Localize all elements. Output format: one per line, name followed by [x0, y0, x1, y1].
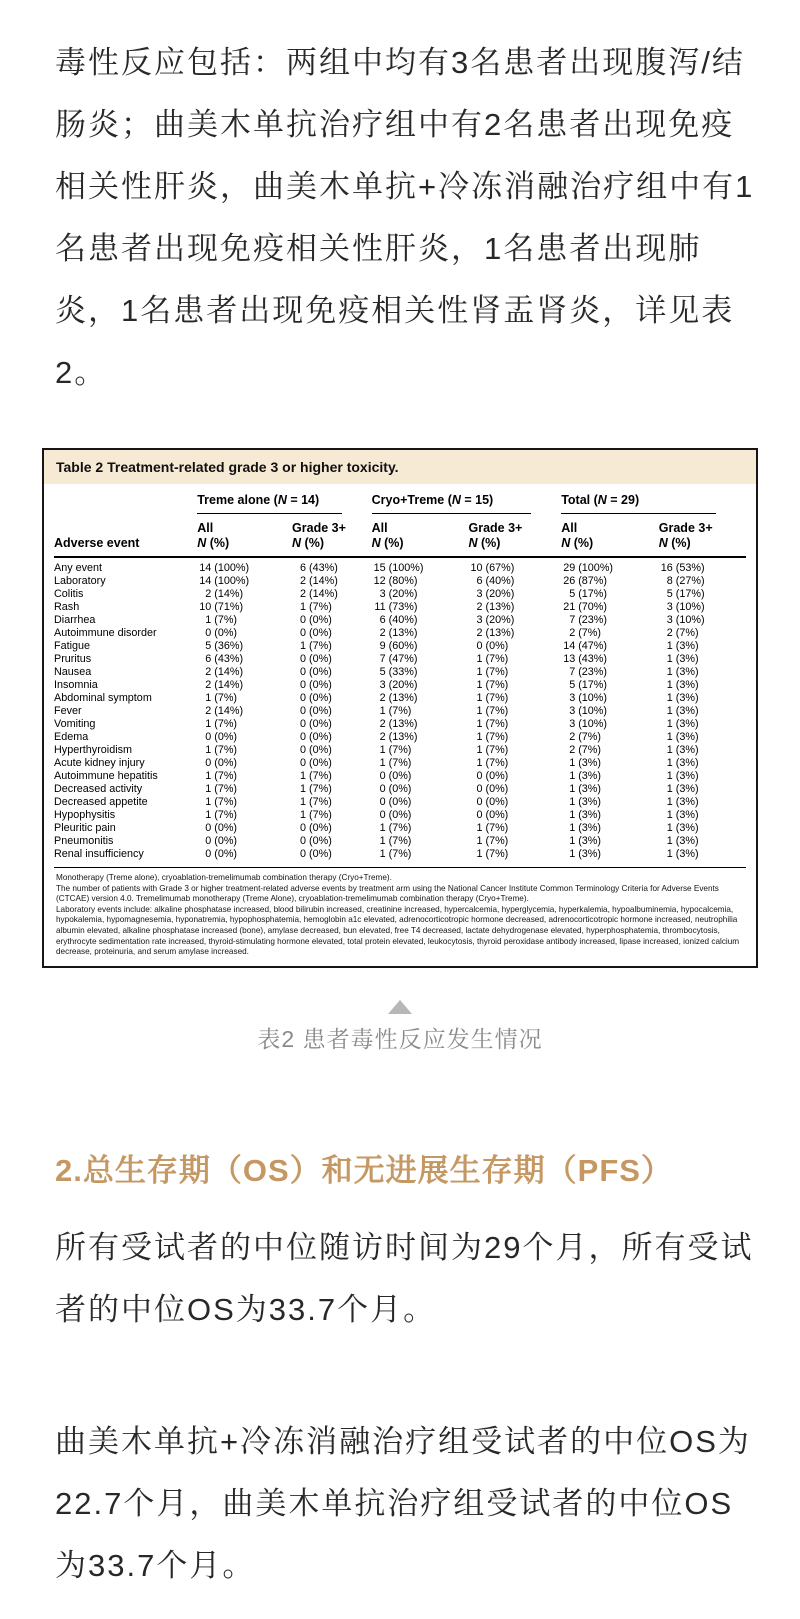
- value-cell: 0 (0%): [379, 770, 412, 782]
- value-cell: 0 (0%): [205, 848, 238, 860]
- value-cell: 5 (17%): [569, 588, 608, 600]
- table-row: [54, 557, 746, 575]
- table-row: [54, 679, 746, 692]
- adverse-event-cell: Decreased activity: [54, 783, 143, 795]
- value-cell: 0 (0%): [476, 809, 509, 821]
- adverse-event-cell: Decreased appetite: [54, 796, 148, 808]
- value-cell: 0 (0%): [300, 757, 332, 769]
- value-cell: 0 (0%): [300, 679, 332, 691]
- table-row: [54, 796, 746, 809]
- value-cell: 1 (3%): [666, 757, 699, 769]
- paragraph-os-by-group: 曲美木单抗+冷冻消融治疗组受试者的中位OS为22.7个月，曲美木单抗治疗组受试者的中位OS为33.7个月。: [55, 1423, 751, 1583]
- footnote-text: Laboratory events include: alkaline phosphatase increased, blood bilirubin increased, creatinine increased, hypercalcemia, hyperglycemia, hyperkalemia, hypoalbuminemia, hypocalcemia, hypokalemia, hypomagnesemia, hyponatremia, hypophosphatemia, hemoglobin a1c elevated, adrenocorticotropic hormone decreased, adrenocorticotropic hormone increased, neutrophilia albumin elevated, alkaline phosphatase increased (bone), amylase decreased, bun elevated, free T4 decreased, lactate dehydrogenase elevated, hyperphosphatemia, thrombocytosis, erythrocyte sedimentation rate increased, thyroid-stimulating hormone elevated, total protein elevated, leukocytosis, thyroid peroxidase antibody increased, lipase increased, ionized calcium decrease, proteinuria, and serum amylase increased.: [56, 904, 740, 957]
- table-subheader-row: [54, 514, 746, 535]
- value-cell: 3 (10%): [666, 601, 705, 613]
- value-cell: 2 (7%): [666, 627, 699, 639]
- value-cell: 1 (7%): [476, 835, 509, 847]
- adverse-event-cell: Rash: [54, 601, 80, 613]
- value-cell: 1 (7%): [476, 822, 509, 834]
- value-cell: 6 (40%): [379, 614, 418, 626]
- value-cell: 14 (100%): [199, 562, 250, 574]
- table-row: [54, 783, 746, 796]
- value-cell: 2 (13%): [476, 627, 515, 639]
- table-row: [54, 640, 746, 653]
- table-row: [54, 588, 746, 601]
- value-cell: 0 (0%): [205, 822, 238, 834]
- toxicity-table: [54, 484, 746, 867]
- table-row: [54, 744, 746, 757]
- group-header-spacer: [54, 484, 197, 514]
- value-cell: 1 (7%): [205, 614, 238, 626]
- table-row: [54, 835, 746, 848]
- value-cell: 1 (3%): [569, 796, 601, 808]
- section-heading-os-pfs: 2.总生存期（OS）和无进展生存期（PFS）: [55, 1152, 673, 1188]
- value-cell: 1 (7%): [476, 705, 509, 717]
- value-cell: 0 (0%): [300, 731, 332, 743]
- value-cell: 0 (0%): [205, 627, 238, 639]
- value-cell: 2 (13%): [379, 692, 418, 704]
- unit-header: N (%): [292, 535, 372, 557]
- value-cell: 3 (20%): [476, 588, 515, 600]
- value-cell: 1 (3%): [666, 718, 699, 730]
- table-row: [54, 757, 746, 770]
- value-cell: 7 (23%): [569, 666, 608, 678]
- value-cell: 1 (7%): [379, 744, 412, 756]
- table-row: [54, 653, 746, 666]
- value-cell: 21 (70%): [563, 601, 608, 613]
- value-cell: 5 (36%): [205, 640, 244, 652]
- value-cell: 0 (0%): [300, 627, 332, 639]
- value-cell: 1 (3%): [666, 835, 699, 847]
- table-row: [54, 692, 746, 705]
- subcolumn-header: Grade 3+: [468, 521, 523, 535]
- value-cell: 11 (73%): [374, 601, 418, 613]
- adverse-event-cell: Pneumonitis: [54, 835, 114, 847]
- adverse-event-cell: Hypophysitis: [54, 809, 116, 821]
- value-cell: 1 (3%): [666, 848, 699, 860]
- value-cell: 1 (3%): [569, 770, 601, 782]
- value-cell: 0 (0%): [205, 757, 238, 769]
- adverse-event-cell: Any event: [54, 562, 103, 574]
- column-header-adverse-event: Adverse event: [54, 535, 197, 557]
- table-row: [54, 848, 746, 867]
- value-cell: 2 (7%): [569, 731, 601, 743]
- value-cell: 1 (7%): [476, 731, 509, 743]
- value-cell: 1 (3%): [666, 679, 699, 691]
- adverse-event-cell: Pleuritic pain: [54, 822, 116, 834]
- value-cell: 2 (7%): [569, 744, 601, 756]
- unit-header: N (%): [197, 535, 292, 557]
- adverse-event-cell: Edema: [54, 731, 89, 743]
- value-cell: 1 (3%): [666, 640, 699, 652]
- table-body: [54, 557, 746, 867]
- value-cell: 10 (67%): [470, 562, 515, 574]
- value-cell: 0 (0%): [300, 705, 332, 717]
- value-cell: 3 (20%): [379, 679, 418, 691]
- value-cell: 1 (7%): [205, 783, 238, 795]
- adverse-event-cell: Renal insufficiency: [54, 848, 144, 860]
- value-cell: 1 (3%): [569, 848, 601, 860]
- subcolumn-header: All: [197, 521, 214, 535]
- value-cell: 1 (7%): [300, 783, 332, 795]
- value-cell: 2 (14%): [205, 588, 244, 600]
- value-cell: 1 (7%): [476, 718, 509, 730]
- table-row: [54, 666, 746, 679]
- unit-header: N (%): [468, 535, 561, 557]
- table-row: [54, 809, 746, 822]
- value-cell: 3 (10%): [569, 692, 608, 704]
- table-row: [54, 575, 746, 588]
- unit-header: N (%): [372, 535, 469, 557]
- value-cell: 0 (0%): [300, 718, 332, 730]
- value-cell: 2 (13%): [379, 627, 418, 639]
- value-cell: 0 (0%): [300, 653, 332, 665]
- table-row: [54, 614, 746, 627]
- adverse-event-cell: Insomnia: [54, 679, 98, 691]
- value-cell: 1 (3%): [569, 809, 601, 821]
- value-cell: 1 (3%): [666, 744, 699, 756]
- group-header: Cryo+Treme (N = 15): [372, 484, 562, 514]
- subcolumn-header: Grade 3+: [658, 521, 713, 535]
- value-cell: 6 (43%): [300, 562, 338, 574]
- value-cell: 2 (13%): [476, 601, 515, 613]
- adverse-event-cell: Fatigue: [54, 640, 91, 652]
- table-row: [54, 627, 746, 640]
- value-cell: 3 (10%): [569, 718, 608, 730]
- value-cell: 2 (13%): [379, 718, 418, 730]
- subcolumn-header: All: [371, 521, 388, 535]
- adverse-event-cell: Laboratory: [54, 575, 106, 587]
- value-cell: 1 (7%): [205, 770, 238, 782]
- table-row: [54, 822, 746, 835]
- value-cell: 12 (80%): [373, 575, 418, 587]
- value-cell: 1 (7%): [476, 757, 509, 769]
- value-cell: 5 (33%): [379, 666, 418, 678]
- value-cell: 6 (43%): [205, 653, 244, 665]
- table-row: [54, 705, 746, 718]
- table-group-header-row: [54, 484, 746, 514]
- value-cell: 1 (7%): [205, 744, 238, 756]
- subcolumn-header: All: [561, 521, 578, 535]
- table2-card: [42, 448, 758, 968]
- value-cell: 2 (14%): [300, 588, 338, 600]
- table-footnotes: [54, 867, 746, 966]
- adverse-event-cell: Autoimmune disorder: [54, 627, 157, 639]
- value-cell: 10 (71%): [199, 601, 244, 613]
- value-cell: 1 (7%): [379, 757, 412, 769]
- footnote-text: The number of patients with Grade 3 or higher treatment-related adverse events by treatment arm using the National Cancer Institute Common Terminology Criteria for Adverse Events (CTCAE) version 4.0. Tremelimumab monotherapy (Treme Alone), cryoablation-tremelimumab combination therapy (Cryo+Treme).: [56, 883, 719, 904]
- value-cell: 1 (7%): [379, 848, 412, 860]
- value-cell: 1 (7%): [476, 653, 509, 665]
- value-cell: 26 (87%): [563, 575, 608, 587]
- value-cell: 2 (7%): [569, 627, 601, 639]
- value-cell: 7 (23%): [569, 614, 608, 626]
- table2-title: Table 2 Treatment-related grade 3 or higher toxicity.: [44, 450, 756, 484]
- adverse-event-cell: Vomiting: [54, 718, 96, 730]
- value-cell: 0 (0%): [379, 809, 412, 821]
- value-cell: 0 (0%): [379, 783, 412, 795]
- subcolumn-header: Grade 3+: [292, 521, 346, 535]
- value-cell: 0 (0%): [205, 835, 238, 847]
- value-cell: 0 (0%): [476, 640, 509, 652]
- unit-header: N (%): [561, 535, 659, 557]
- value-cell: 5 (17%): [666, 588, 705, 600]
- table2-wrap: [44, 484, 756, 966]
- value-cell: 3 (20%): [476, 614, 515, 626]
- value-cell: 1 (3%): [666, 822, 699, 834]
- value-cell: 1 (3%): [666, 692, 699, 704]
- triangle-up-icon: [388, 1000, 412, 1014]
- adverse-event-cell: Fever: [54, 705, 82, 717]
- table-row: [54, 731, 746, 744]
- value-cell: 2 (14%): [205, 705, 244, 717]
- value-cell: 14 (100%): [199, 575, 250, 587]
- value-cell: 1 (7%): [205, 796, 238, 808]
- paragraph-toxicity-summary: 毒性反应包括：两组中均有3名患者出现腹泻/结肠炎；曲美木单抗治疗组中有2名患者出现免疫相关性肝炎，曲美木单抗+冷冻消融治疗组中有1名患者出现免疫相关性肝炎，1名患者出现肺炎，1名患者出现免疫相关性肾盂肾炎，详见表2。: [55, 45, 755, 390]
- value-cell: 1 (7%): [379, 705, 412, 717]
- value-cell: 1 (3%): [666, 705, 699, 717]
- value-cell: 13 (43%): [563, 653, 608, 665]
- value-cell: 1 (7%): [476, 692, 509, 704]
- table-row: [54, 601, 746, 614]
- value-cell: 1 (3%): [666, 770, 699, 782]
- value-cell: 1 (7%): [476, 744, 509, 756]
- value-cell: 1 (3%): [666, 783, 699, 795]
- value-cell: 2 (14%): [300, 575, 338, 587]
- value-cell: 0 (0%): [300, 692, 332, 704]
- value-cell: 16 (53%): [660, 562, 705, 574]
- value-cell: 7 (47%): [379, 653, 418, 665]
- value-cell: 3 (10%): [569, 705, 608, 717]
- table-unit-header-row: [54, 535, 746, 557]
- value-cell: 0 (0%): [300, 666, 332, 678]
- value-cell: 0 (0%): [476, 796, 509, 808]
- value-cell: 1 (7%): [476, 848, 509, 860]
- adverse-event-cell: Nausea: [54, 666, 92, 678]
- value-cell: 3 (10%): [666, 614, 705, 626]
- value-cell: 1 (7%): [300, 796, 332, 808]
- value-cell: 1 (3%): [666, 796, 699, 808]
- value-cell: 0 (0%): [476, 783, 509, 795]
- value-cell: 0 (0%): [300, 614, 332, 626]
- value-cell: 1 (3%): [569, 835, 601, 847]
- value-cell: 1 (3%): [569, 757, 601, 769]
- table-row: [54, 770, 746, 783]
- value-cell: 1 (7%): [205, 809, 238, 821]
- value-cell: 1 (3%): [569, 822, 601, 834]
- value-cell: 1 (7%): [476, 679, 509, 691]
- value-cell: 0 (0%): [379, 796, 412, 808]
- value-cell: 2 (13%): [379, 731, 418, 743]
- value-cell: 2 (14%): [205, 666, 244, 678]
- value-cell: 1 (3%): [666, 809, 699, 821]
- value-cell: 5 (17%): [569, 679, 608, 691]
- value-cell: 0 (0%): [300, 822, 332, 834]
- group-header: Treme alone (N = 14): [197, 484, 371, 514]
- value-cell: 0 (0%): [476, 770, 509, 782]
- value-cell: 1 (7%): [300, 809, 332, 821]
- adverse-event-cell: Acute kidney injury: [54, 757, 145, 769]
- value-cell: 1 (7%): [300, 640, 332, 652]
- value-cell: 9 (60%): [379, 640, 418, 652]
- value-cell: 14 (47%): [563, 640, 608, 652]
- value-cell: 3 (20%): [379, 588, 418, 600]
- adverse-event-cell: Autoimmune hepatitis: [54, 770, 158, 782]
- adverse-event-cell: Diarrhea: [54, 614, 96, 626]
- value-cell: 0 (0%): [300, 848, 332, 860]
- value-cell: 1 (7%): [300, 601, 332, 613]
- value-cell: 0 (0%): [205, 731, 238, 743]
- value-cell: 1 (7%): [205, 692, 238, 704]
- adverse-event-cell: Pruritus: [54, 653, 92, 665]
- value-cell: 6 (40%): [476, 575, 515, 587]
- value-cell: 29 (100%): [563, 562, 614, 574]
- table2-caption: 表2 患者毒性反应发生情况: [257, 1025, 543, 1052]
- value-cell: 1 (3%): [666, 653, 699, 665]
- adverse-event-cell: Abdominal symptom: [54, 692, 152, 704]
- value-cell: 2 (14%): [205, 679, 244, 691]
- value-cell: 1 (7%): [379, 835, 412, 847]
- value-cell: 1 (3%): [666, 666, 699, 678]
- adverse-event-cell: Hyperthyroidism: [54, 744, 132, 756]
- value-cell: 1 (7%): [379, 822, 412, 834]
- table-row: [54, 718, 746, 731]
- paragraph-followup-os: 所有受试者的中位随访时间为29个月，所有受试者的中位OS为33.7个月。: [55, 1229, 754, 1327]
- value-cell: 1 (7%): [205, 718, 238, 730]
- footnote-text: Monotherapy (Treme alone), cryoablation-tremelimumab combination therapy (Cryo+Treme).: [56, 873, 392, 882]
- value-cell: 15 (100%): [373, 562, 424, 574]
- value-cell: 8 (27%): [666, 575, 705, 587]
- adverse-event-cell: Colitis: [54, 588, 84, 600]
- value-cell: 1 (7%): [476, 666, 509, 678]
- subheader-spacer: [54, 514, 197, 535]
- value-cell: 1 (3%): [666, 731, 699, 743]
- value-cell: 1 (3%): [569, 783, 601, 795]
- group-header: Total (N = 29): [561, 484, 746, 514]
- value-cell: 1 (7%): [300, 770, 332, 782]
- unit-header: N (%): [659, 535, 746, 557]
- value-cell: 0 (0%): [300, 835, 332, 847]
- value-cell: 0 (0%): [300, 744, 332, 756]
